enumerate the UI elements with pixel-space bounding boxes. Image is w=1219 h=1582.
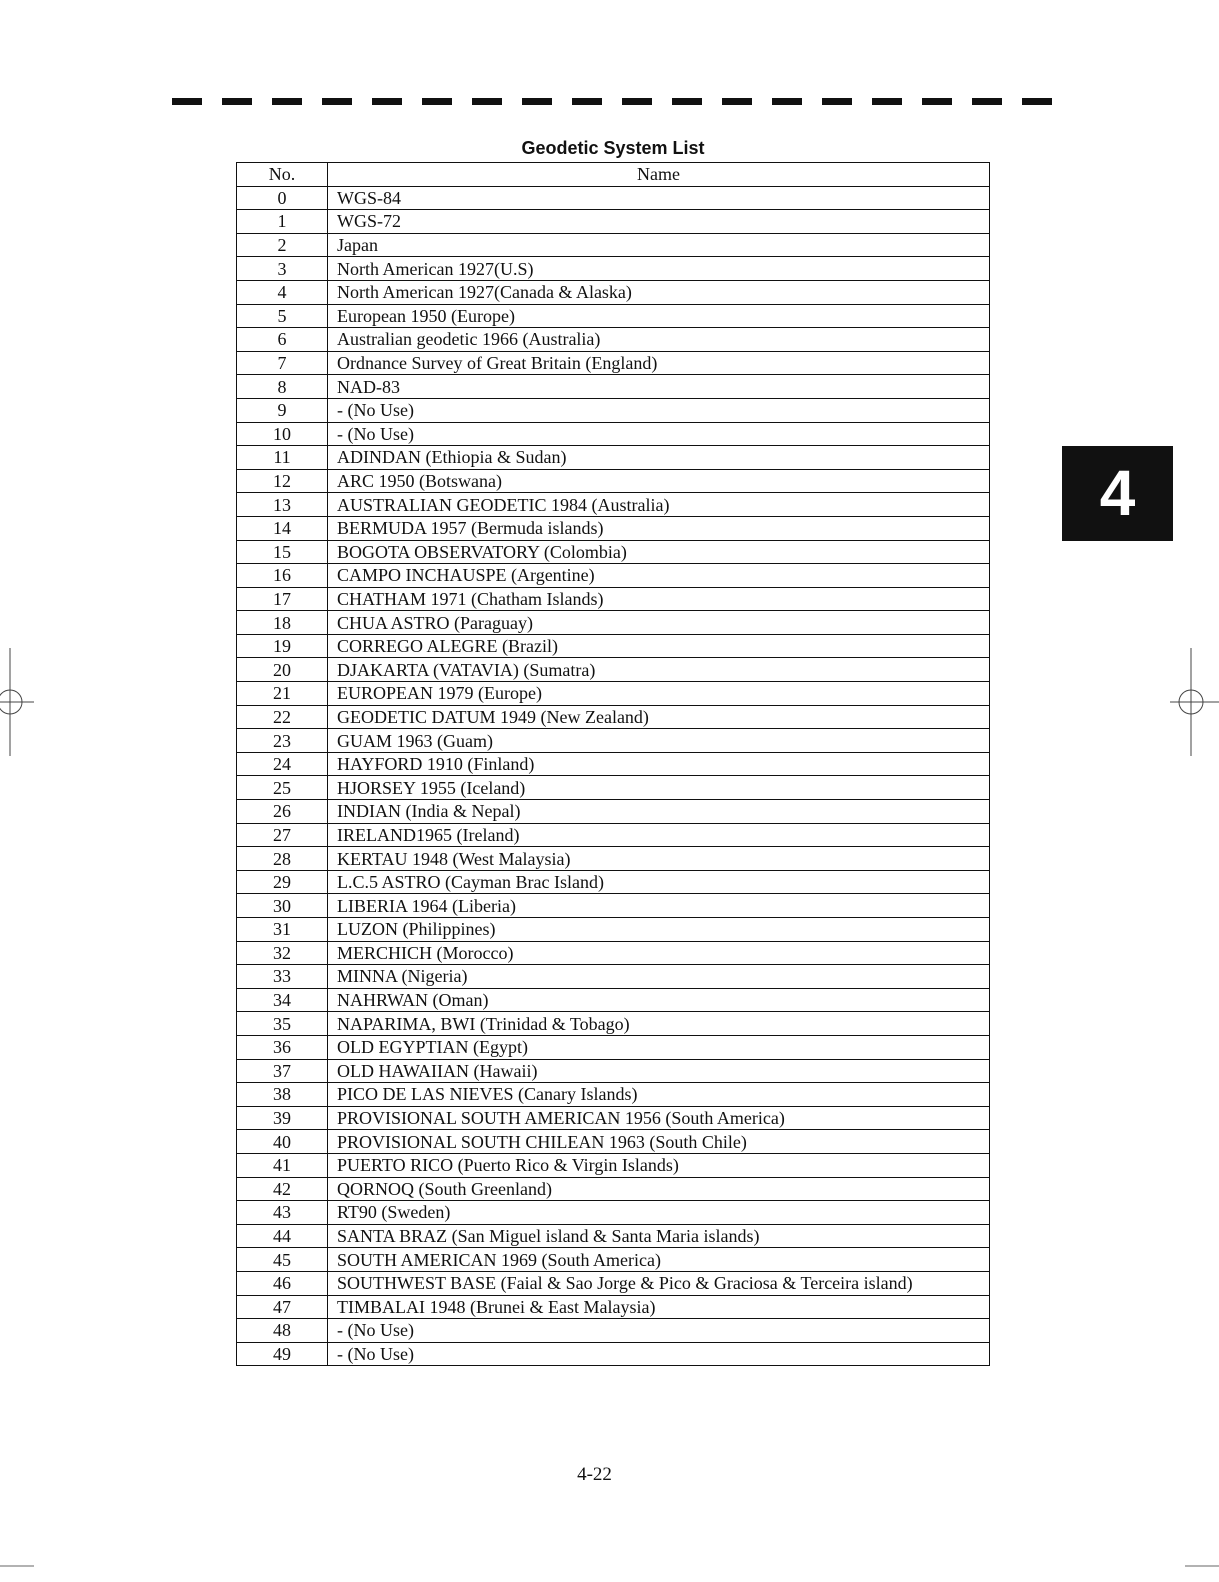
table-body bbox=[237, 186, 990, 1366]
registration-mark-left-icon bbox=[0, 648, 40, 756]
table-row bbox=[237, 894, 990, 918]
table-row bbox=[237, 328, 990, 352]
table-row bbox=[237, 776, 990, 800]
row-number: 0 bbox=[237, 186, 328, 210]
chapter-tab: 4 bbox=[1062, 446, 1173, 541]
table-row bbox=[237, 800, 990, 824]
table-row bbox=[237, 1130, 990, 1154]
row-name: PROVISIONAL SOUTH CHILEAN 1963 (South Chile) bbox=[328, 1130, 990, 1154]
row-number: 27 bbox=[237, 823, 328, 847]
table-row bbox=[237, 210, 990, 234]
row-number: 30 bbox=[237, 894, 328, 918]
table-row bbox=[237, 634, 990, 658]
row-number: 28 bbox=[237, 847, 328, 871]
table-row bbox=[237, 729, 990, 753]
row-name: SOUTHWEST BASE (Faial & Sao Jorge & Pico & Graciosa & Terceira island) bbox=[328, 1271, 990, 1295]
row-name: GUAM 1963 (Guam) bbox=[328, 729, 990, 753]
row-number: 13 bbox=[237, 493, 328, 517]
row-number: 9 bbox=[237, 398, 328, 422]
row-name: SANTA BRAZ (San Miguel island & Santa Maria islands) bbox=[328, 1224, 990, 1248]
row-number: 45 bbox=[237, 1248, 328, 1272]
row-name: QORNOQ (South Greenland) bbox=[328, 1177, 990, 1201]
table-row bbox=[237, 847, 990, 871]
row-number: 36 bbox=[237, 1035, 328, 1059]
table-row bbox=[237, 446, 990, 470]
row-number: 19 bbox=[237, 634, 328, 658]
row-name: - (No Use) bbox=[328, 1319, 990, 1343]
table-row bbox=[237, 1319, 990, 1343]
row-number: 25 bbox=[237, 776, 328, 800]
row-number: 33 bbox=[237, 965, 328, 989]
row-name: RT90 (Sweden) bbox=[328, 1201, 990, 1225]
row-number: 18 bbox=[237, 611, 328, 635]
row-number: 34 bbox=[237, 988, 328, 1012]
table-row bbox=[237, 918, 990, 942]
table-row bbox=[237, 1224, 990, 1248]
row-name: DJAKARTA (VATAVIA) (Sumatra) bbox=[328, 658, 990, 682]
row-name: PROVISIONAL SOUTH AMERICAN 1956 (South America) bbox=[328, 1106, 990, 1130]
row-number: 16 bbox=[237, 564, 328, 588]
row-name: TIMBALAI 1948 (Brunei & East Malaysia) bbox=[328, 1295, 990, 1319]
row-name: - (No Use) bbox=[328, 398, 990, 422]
row-number: 12 bbox=[237, 469, 328, 493]
table-row bbox=[237, 564, 990, 588]
row-name: - (No Use) bbox=[328, 1342, 990, 1366]
table-row bbox=[237, 870, 990, 894]
table-row bbox=[237, 233, 990, 257]
row-name: KERTAU 1948 (West Malaysia) bbox=[328, 847, 990, 871]
row-name: Japan bbox=[328, 233, 990, 257]
table-row bbox=[237, 280, 990, 304]
table-row bbox=[237, 1201, 990, 1225]
table-row bbox=[237, 469, 990, 493]
table-row bbox=[237, 186, 990, 210]
row-number: 6 bbox=[237, 328, 328, 352]
table-row bbox=[237, 1248, 990, 1272]
row-number: 44 bbox=[237, 1224, 328, 1248]
row-name: North American 1927(U.S) bbox=[328, 257, 990, 281]
row-name: ARC 1950 (Botswana) bbox=[328, 469, 990, 493]
table-title: Geodetic System List bbox=[521, 138, 705, 158]
row-number: 29 bbox=[237, 870, 328, 894]
table-row bbox=[237, 304, 990, 328]
row-number: 1 bbox=[237, 210, 328, 234]
row-number: 5 bbox=[237, 304, 328, 328]
row-name: NAPARIMA, BWI (Trinidad & Tobago) bbox=[328, 1012, 990, 1036]
row-number: 31 bbox=[237, 918, 328, 942]
table-row bbox=[237, 257, 990, 281]
table-row bbox=[237, 1106, 990, 1130]
row-name: GEODETIC DATUM 1949 (New Zealand) bbox=[328, 705, 990, 729]
row-name: CHATHAM 1971 (Chatham Islands) bbox=[328, 587, 990, 611]
row-name: LIBERIA 1964 (Liberia) bbox=[328, 894, 990, 918]
row-number: 38 bbox=[237, 1083, 328, 1107]
table-row bbox=[237, 587, 990, 611]
row-name: NAD-83 bbox=[328, 375, 990, 399]
crop-mark-bottom-right-icon bbox=[1183, 1560, 1219, 1582]
row-name: ADINDAN (Ethiopia & Sudan) bbox=[328, 446, 990, 470]
row-number: 21 bbox=[237, 682, 328, 706]
row-number: 22 bbox=[237, 705, 328, 729]
row-name: PUERTO RICO (Puerto Rico & Virgin Islands) bbox=[328, 1153, 990, 1177]
table-row bbox=[237, 941, 990, 965]
row-name: AUSTRALIAN GEODETIC 1984 (Australia) bbox=[328, 493, 990, 517]
row-number: 4 bbox=[237, 280, 328, 304]
page-number: 4-22 bbox=[577, 1464, 612, 1485]
row-number: 14 bbox=[237, 516, 328, 540]
table-row bbox=[237, 516, 990, 540]
row-number: 23 bbox=[237, 729, 328, 753]
table-row bbox=[237, 398, 990, 422]
row-number: 32 bbox=[237, 941, 328, 965]
row-name: CHUA ASTRO (Paraguay) bbox=[328, 611, 990, 635]
row-name: CORREGO ALEGRE (Brazil) bbox=[328, 634, 990, 658]
row-number: 37 bbox=[237, 1059, 328, 1083]
row-name: INDIAN (India & Nepal) bbox=[328, 800, 990, 824]
row-name: IRELAND1965 (Ireland) bbox=[328, 823, 990, 847]
row-name: HAYFORD 1910 (Finland) bbox=[328, 752, 990, 776]
row-number: 26 bbox=[237, 800, 328, 824]
table-row bbox=[237, 493, 990, 517]
column-header-name: Name bbox=[328, 163, 990, 187]
row-name: SOUTH AMERICAN 1969 (South America) bbox=[328, 1248, 990, 1272]
table-row bbox=[237, 1177, 990, 1201]
row-name: MERCHICH (Morocco) bbox=[328, 941, 990, 965]
row-name: PICO DE LAS NIEVES (Canary Islands) bbox=[328, 1083, 990, 1107]
row-number: 24 bbox=[237, 752, 328, 776]
table-header-row bbox=[237, 163, 990, 187]
table-row bbox=[237, 422, 990, 446]
dashed-header-rule bbox=[172, 98, 1054, 105]
row-number: 35 bbox=[237, 1012, 328, 1036]
row-name: EUROPEAN 1979 (Europe) bbox=[328, 682, 990, 706]
row-number: 11 bbox=[237, 446, 328, 470]
row-name: WGS-72 bbox=[328, 210, 990, 234]
row-number: 20 bbox=[237, 658, 328, 682]
row-name: BERMUDA 1957 (Bermuda islands) bbox=[328, 516, 990, 540]
table-row bbox=[237, 752, 990, 776]
row-number: 17 bbox=[237, 587, 328, 611]
table-row bbox=[237, 965, 990, 989]
table-row bbox=[237, 1083, 990, 1107]
row-name: HJORSEY 1955 (Iceland) bbox=[328, 776, 990, 800]
row-number: 47 bbox=[237, 1295, 328, 1319]
row-name: L.C.5 ASTRO (Cayman Brac Island) bbox=[328, 870, 990, 894]
table-row bbox=[237, 705, 990, 729]
row-name: CAMPO INCHAUSPE (Argentine) bbox=[328, 564, 990, 588]
geodetic-system-table bbox=[236, 162, 990, 1366]
table-row bbox=[237, 682, 990, 706]
row-number: 39 bbox=[237, 1106, 328, 1130]
row-name: North American 1927(Canada & Alaska) bbox=[328, 280, 990, 304]
row-number: 42 bbox=[237, 1177, 328, 1201]
row-number: 7 bbox=[237, 351, 328, 375]
table-row bbox=[237, 351, 990, 375]
row-name: MINNA (Nigeria) bbox=[328, 965, 990, 989]
row-name: LUZON (Philippines) bbox=[328, 918, 990, 942]
table-row bbox=[237, 611, 990, 635]
table-row bbox=[237, 1271, 990, 1295]
table-row bbox=[237, 1012, 990, 1036]
row-name: Australian geodetic 1966 (Australia) bbox=[328, 328, 990, 352]
crop-mark-bottom-left-icon bbox=[0, 1560, 36, 1582]
row-name: - (No Use) bbox=[328, 422, 990, 446]
row-name: OLD HAWAIIAN (Hawaii) bbox=[328, 1059, 990, 1083]
row-name: European 1950 (Europe) bbox=[328, 304, 990, 328]
row-number: 48 bbox=[237, 1319, 328, 1343]
row-number: 41 bbox=[237, 1153, 328, 1177]
table-row bbox=[237, 1059, 990, 1083]
table-row bbox=[237, 1035, 990, 1059]
row-name: WGS-84 bbox=[328, 186, 990, 210]
row-number: 10 bbox=[237, 422, 328, 446]
row-number: 15 bbox=[237, 540, 328, 564]
table-row bbox=[237, 1342, 990, 1366]
registration-mark-right-icon bbox=[1168, 648, 1219, 756]
row-number: 2 bbox=[237, 233, 328, 257]
row-name: BOGOTA OBSERVATORY (Colombia) bbox=[328, 540, 990, 564]
row-number: 49 bbox=[237, 1342, 328, 1366]
row-number: 46 bbox=[237, 1271, 328, 1295]
row-name: Ordnance Survey of Great Britain (England) bbox=[328, 351, 990, 375]
row-number: 8 bbox=[237, 375, 328, 399]
row-number: 3 bbox=[237, 257, 328, 281]
row-name: OLD EGYPTIAN (Egypt) bbox=[328, 1035, 990, 1059]
table-row bbox=[237, 1295, 990, 1319]
row-number: 43 bbox=[237, 1201, 328, 1225]
table-row bbox=[237, 988, 990, 1012]
table-row bbox=[237, 540, 990, 564]
row-name: NAHRWAN (Oman) bbox=[328, 988, 990, 1012]
table-row bbox=[237, 658, 990, 682]
table-row bbox=[237, 375, 990, 399]
row-number: 40 bbox=[237, 1130, 328, 1154]
table-row bbox=[237, 823, 990, 847]
column-header-no: No. bbox=[237, 163, 328, 187]
table-row bbox=[237, 1153, 990, 1177]
